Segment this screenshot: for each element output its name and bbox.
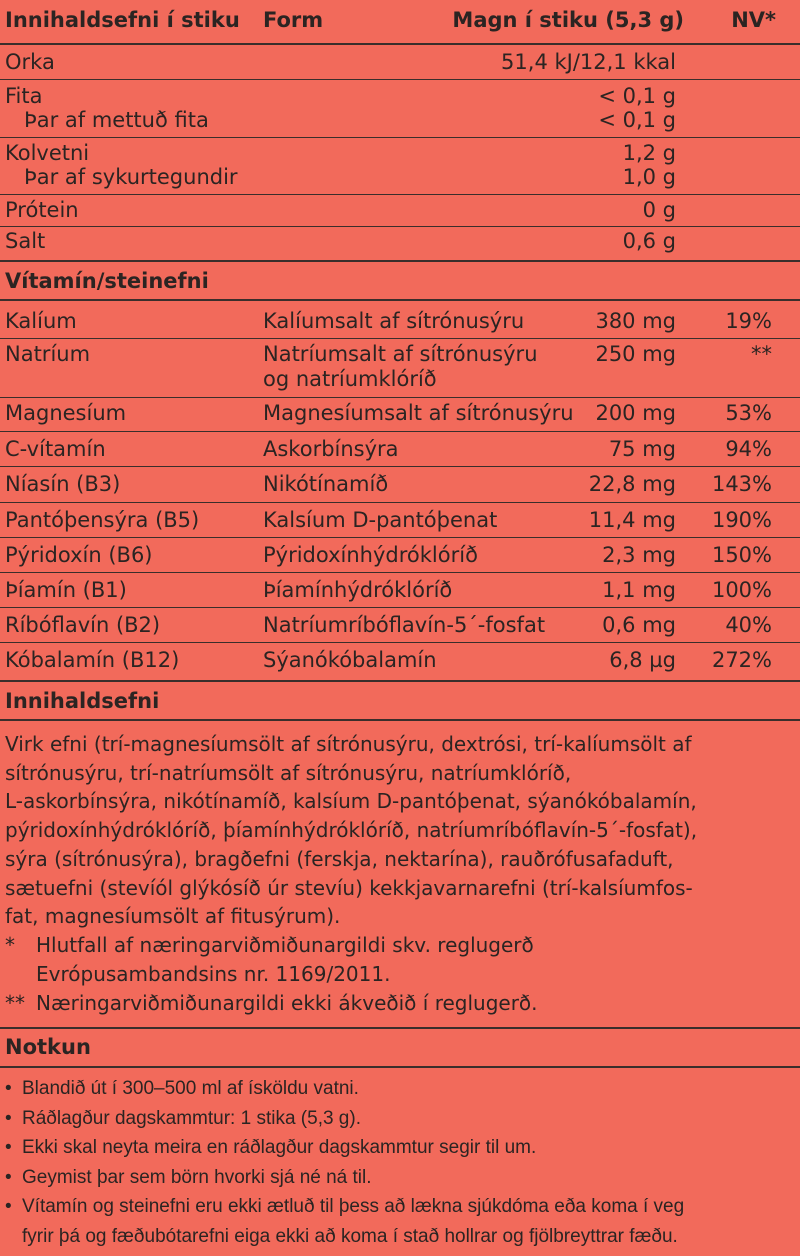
nutrition-label: Fita [5, 84, 43, 108]
divider [0, 43, 800, 45]
divider [0, 137, 800, 138]
vitamin-name: Kóbalamín (B12) [5, 648, 180, 672]
vitamin-nv: 53% [725, 401, 772, 425]
nutrition-label: Orka [5, 50, 55, 74]
vitamin-name: C-vítamín [5, 437, 106, 461]
vitamin-amount: 6,8 µg [609, 648, 676, 672]
vitamin-nv: ** [751, 342, 772, 366]
nutrition-label: Kolvetni [5, 141, 90, 165]
vitamin-nv: 19% [725, 309, 772, 333]
vitamin-form: Nikótínamíð [263, 472, 389, 496]
vitamin-name: Pantóþensýra (B5) [5, 508, 200, 532]
vitamins-title: Vítamín/steinefni [5, 269, 209, 293]
divider [0, 466, 800, 467]
ingredients-text [5, 730, 795, 931]
table-header [0, 8, 800, 38]
usage-text: Vítamín og steinefni eru ekki ætluð til þess að lækna sjúkdóma eða koma í veg [22, 1196, 685, 1217]
divider [0, 572, 800, 573]
nutrition-label: Þar af sykurtegundir [24, 165, 238, 189]
vitamin-name: Þíamín (B1) [5, 578, 127, 602]
vitamin-form: Kalíumsalt af sítrónusýru [263, 309, 525, 333]
divider [0, 680, 800, 682]
divider [0, 431, 800, 432]
vitamin-form: Natríumsalt af sítrónusýru [263, 342, 538, 366]
vitamin-form: Kalsíum D-pantóþenat [263, 508, 498, 532]
nutrition-label: Salt [5, 229, 46, 253]
header-amount: Magn í stiku (5,3 g) [452, 8, 684, 32]
vitamin-amount: 11,4 mg [588, 508, 676, 532]
divider [0, 719, 800, 721]
vitamin-amount: 200 mg [595, 401, 676, 425]
bullet: • [5, 1107, 12, 1129]
divider [0, 537, 800, 538]
header-ingredient: Innihaldsefni í stiku [5, 8, 240, 32]
footnote-text: Hlutfall af næringarviðmiðunargildi skv. reglugerð [36, 933, 534, 957]
ingredients-line: sýra (sítrónusýra), bragðefni (ferskja, nektarína), rauðrófusafaduft, [5, 846, 674, 871]
vitamin-amount: 380 mg [595, 309, 676, 333]
vitamin-amount: 1,1 mg [602, 578, 676, 602]
bullet: • [5, 1166, 12, 1188]
footnote-mark: ** [5, 991, 25, 1015]
vitamin-amount: 75 mg [608, 437, 676, 461]
usage-title: Notkun [5, 1035, 91, 1059]
divider [0, 1027, 800, 1029]
usage-text: Blandið út í 300–500 ml af ísköldu vatni. [22, 1078, 359, 1099]
divider [0, 226, 800, 227]
footnote-mark: * [5, 933, 15, 957]
divider [0, 260, 800, 262]
vitamin-form: og natríumklóríð [263, 367, 437, 391]
divider [0, 642, 800, 643]
nutrition-amount: 0 g [642, 198, 676, 222]
usage-text: Geymist þar sem börn hvorki sjá né ná til. [22, 1166, 372, 1188]
vitamin-amount: 2,3 mg [602, 543, 676, 567]
ingredients-line: sætuefni (stevíól glýkósíð úr stevíu) kekkjavarnarefni (trí-kalsíumfos- [5, 875, 693, 900]
vitamin-form: Sýanókóbalamín [263, 648, 437, 672]
vitamin-name: Níasín (B3) [5, 472, 121, 496]
vitamin-form: Askorbínsýra [263, 437, 399, 461]
nutrition-amount: < 0,1 g [598, 84, 676, 108]
usage-text: fyrir þá og fæðubótarefni eiga ekki að koma í stað hollrar og fjölbreyttrar fæðu. [22, 1225, 678, 1247]
divider [0, 1066, 800, 1068]
usage-text: Ráðlagður dagskammtur: 1 stika (5,3 g). [22, 1107, 361, 1129]
vitamin-name: Kalíum [5, 309, 77, 333]
ingredients-line: sítrónusýru, trí-natríumsölt af sítrónusýru, natríumklóríð, [5, 760, 572, 785]
nutrition-amount: 1,2 g [622, 141, 676, 165]
nutrition-label: Þar af mettuð fita [24, 108, 209, 132]
vitamin-name: Pýridoxín (B6) [5, 543, 153, 567]
vitamin-amount: 0,6 mg [602, 613, 676, 637]
vitamin-name: Ríbóflavín (B2) [5, 613, 161, 637]
footnote-text: Næringarviðmiðunargildi ekki ákveðið í reglugerð. [36, 991, 538, 1015]
ingredients-line: pýridoxínhýdróklóríð, þíamínhýdróklóríð, natríumríbóflavín-5´-fosfat), [5, 818, 698, 843]
divider [0, 194, 800, 195]
vitamin-nv: 40% [725, 613, 772, 637]
bullet: • [5, 1078, 12, 1099]
vitamin-nv: 190% [711, 508, 772, 532]
nutrition-amount: < 0,1 g [598, 108, 676, 132]
vitamin-form: Pýridoxínhýdróklóríð [263, 543, 478, 567]
ingredients-line: L-askorbínsýra, nikótínamíð, kalsíum D-pantóþenat, sýanókóbalamín, [5, 789, 697, 814]
divider [0, 299, 800, 301]
divider [0, 397, 800, 398]
nutrition-amount: 1,0 g [622, 165, 676, 189]
bullet: • [5, 1137, 12, 1158]
header-nv: NV* [731, 8, 776, 32]
vitamin-name: Natríum [5, 342, 91, 366]
header-form: Form [263, 8, 324, 32]
nutrition-amount: 51,4 kJ/12,1 kkal [501, 50, 676, 74]
vitamin-amount: 22,8 mg [588, 472, 676, 496]
vitamin-nv: 143% [711, 472, 772, 496]
nutrition-label: Prótein [5, 198, 79, 222]
usage-text: Ekki skal neyta meira en ráðlagður dagskammtur segir til um. [22, 1137, 537, 1158]
divider [0, 338, 800, 339]
vitamin-nv: 94% [725, 437, 772, 461]
nutrition-amount: 0,6 g [622, 229, 676, 253]
ingredients-title: Innihaldsefni [5, 689, 160, 713]
divider [0, 607, 800, 608]
vitamin-name: Magnesíum [5, 401, 127, 425]
vitamin-nv: 272% [711, 648, 772, 672]
divider [0, 502, 800, 503]
vitamin-nv: 100% [711, 578, 772, 602]
vitamin-nv: 150% [711, 543, 772, 567]
bullet: • [5, 1196, 12, 1217]
vitamin-form: Natríumríbóflavín-5´-fosfat [263, 613, 546, 637]
ingredients-line: Virk efni (trí-magnesíumsölt af sítrónusýru, dextrósi, trí-kalíumsölt af [5, 732, 692, 756]
divider [0, 79, 800, 80]
vitamin-amount: 250 mg [595, 342, 676, 366]
footnote-text: Evrópusambandsins nr. 1169/2011. [36, 962, 391, 986]
vitamin-form: Þíamínhýdróklóríð [263, 578, 453, 602]
vitamin-form: Magnesíumsalt af sítrónusýru [263, 401, 574, 425]
ingredients-line: fat, magnesíumsölt af fitusýrum). [5, 904, 341, 929]
